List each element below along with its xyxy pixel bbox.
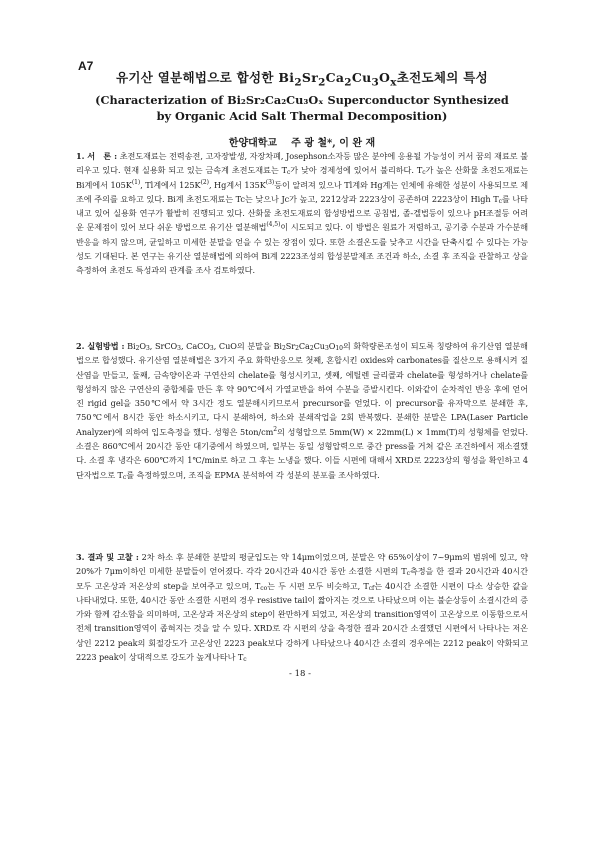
section-results bbox=[76, 550, 528, 664]
section-introduction bbox=[76, 149, 528, 278]
author-names: 주 광 철*, 이 완 재 bbox=[291, 137, 376, 149]
english-title-line-2: by Organic Acid Salt Thermal Decomposition) bbox=[156, 108, 448, 123]
section-body: $Bi_2O_3$, SrCO$_3$, CaCO$_3$, CuO의 분말을 $Bi_2Sr_2Ca_2Cu_3O_{10}$의 화학량론조성이 되도록 칭량하여 유기산염 열분해법으로 합성했다. 유기산염 열분해법은 3가지 주요 화학반응으로 첫째, 혼합시킨 oxides와 carbonates를 질산으로 용해시켜 질산염을 만들고, 둘째, 금속양이온과 구연산의 chelate를 형성시키고, 셋째, 에틸렌 글리콜과 chelate를 형성하거나 chelate를 형성하지 않은 구연산의 중합체를 만든 후 약 90℃에서 가열교반을 하여 수분을 증발시킨다. 이와같이 순차적인 반응 후에 얻어진 rigid gel을 350℃에서 약 3시간 정도 열분해시키므로서 precursor를 얻었다. 이 precursor를 유자막으로 분쇄한 후, 750℃에서 8시간 동안 하소시키고, 다시 분쇄하여, 하소와 분쇄작업을 2회 반복했다. 분쇄한 분말은 LPA(Laser Particle Analyzer)에 의하여 입도측정을 했다. 성형은 $5ton/cm^2$의 성형압으로 5mm(W) × 22mm(L) × 1mm(T)의 성형체를 얻었다. 소결은 860℃에서 20시간 동안 대기중에서 하였으며, 일부는 동일 성형압력으로 중간 press를 거쳐 같은 조건하에서 재소결했다. 소결 후 냉각은 600℃까지 1℃/min로 하고 그 후는 노냉을 했다. 이들 시편에 대해서 XRD로 2223상의 형성을 확인하고 4단자법으로 $T_c$를 측정하였으며, 조직을 EPMA 분석하여 각 성분의 분포를 조사하였다. bbox=[76, 341, 528, 481]
section-heading: 1. 서 론 : bbox=[76, 151, 118, 161]
author-line bbox=[78, 137, 526, 150]
korean-title: 유기산 열분해법으로 합성한 $Bi_2Sr_2Ca_2Cu_3O_x$초전도체의 특성 bbox=[115, 70, 489, 89]
section-body: 2차 하소 후 분쇄한 분말의 평균입도는 약 14μm이었으며, 분말은 약 65%이상이 7~9μm의 범위에 있고, 약 20%가 7μm이하인 미세한 분말들이 얻어졌다. 각각 20시간과 40시간 동안 소결한 시편의 $T_c$측정을 한 결과 20시간과 40시간 모두 고온상과 저온상의 step을 보여주고 있으며, $T_{co}$는 두 시편 모두 비슷하고, $T_{cf}$는 40시간 소결한 시편이 다소 상승한 값을 나타내었다. 또한, 40시간 동안 소결한 시편의 경우 resistive tail이 짧아지는 것으로 나타났으며 이는 불순상등이 소결시간의 증가와 함께 감소함을 의미하며, 고온상과 저온상의 step이 완만하게 되었고, 저온상의 transition영역이 고온상으로 이동함으로서 전체 transition영역이 좁혀지는 것을 알 수 있다. XRD로 각 시편의 상을 측정한 결과 20시간 소결했던 시편에서 나타나는 저온상인 2212 peak의 회절강도가 고온상인 2223 peak보다 강하게 나타났으나 40시간 소결의 경우에는 2212 peak이 약화되고 2223 peak이 상대적으로 강도가 높게나타나 $T_c$ bbox=[76, 552, 528, 664]
affiliation: 한양대학교 bbox=[228, 137, 278, 149]
section-heading: 2. 실험방법 : bbox=[76, 341, 125, 351]
section-methods bbox=[76, 339, 528, 482]
abstract-code: A7 bbox=[78, 59, 94, 73]
section-heading: 3. 결과 및 고찰 : bbox=[76, 552, 139, 562]
title-block bbox=[78, 70, 526, 150]
page-number: - 18 - bbox=[289, 669, 311, 679]
english-title-line-1: (Characterization of Bi₂Sr₂Ca₂Cu₃Oₓ Superconductor Synthesized bbox=[95, 92, 509, 107]
section-body: 초전도재료는 전력송전, 고자장발생, 자장차폐, Josephson소자등 많은 분야에 응용될 가능성이 커서 꿈의 재료로 불리우고 있다. 현재 실용화 되고 있는 금속계 초전도재료는 $T_c$가 낮아 경제성에 있어서 불리하다. $T_c$가 높은 산화물 초전도재료는 Bi계에서 $105K^{(1)}$, Tl계에서 $125K^{(2)}$, Hg계서 $135K^{(3)}$등이 알려져 있으나 Tl계와 Hg계는 인체에 유해한 성분이 사용되므로 제조에 주의를 요하고 있다. Bi계 초전도재료는 Tc는 낮으나 Jc가 높고, 2212상과 2223상이 공존하며 2223상이 High $T_c$를 나타내고 있어 실용화 연구가 활발히 진행되고 있다. 산화물 초전도재료의 합성방법으로 공침법, 졸-겔법등이 있으나 pH조절등 어려운 문제점이 있어 보다 쉬운 방법으로 유기산 열분해법$^{(4,5)}$이 시도되고 있다. 이 방법은 원료가 저렴하고, 공기중 수분과 가수분해반응을 하지 않으며, 균일하고 미세한 분말을 얻을 수 있는 장점이 있다. 또한 소결온도를 낮추고 시간을 단축시킬 수 있다는 가능성도 기대된다. 본 연구는 유기산 열분해법에 의하여 Bi계 2223조성의 합성분말제조 조건과 하소, 소결 후 조직을 관찰하고 상을 측정하여 초전도 특성과의 관계를 조사 검토하였다. bbox=[76, 151, 529, 276]
